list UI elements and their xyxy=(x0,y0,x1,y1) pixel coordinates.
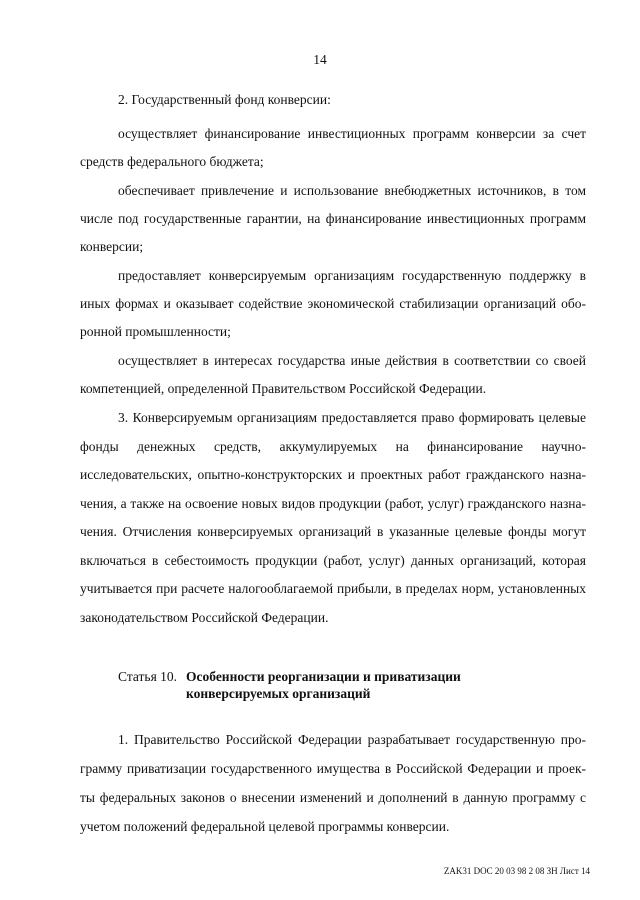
paragraph-line: конверсии; xyxy=(80,239,144,254)
article-title-line: конверсируемых организаций xyxy=(186,686,371,701)
paragraph-line: обеспечивает привлечение и использование внебюджетных источников, в том xyxy=(118,183,586,198)
paragraph-line: чения, а также на освоение новых видов продукции (работ, услуг) гражданского назна- xyxy=(80,496,586,511)
section-2-heading: 2. Государственный фонд конверсии: xyxy=(118,92,331,107)
article-label: Статья 10. xyxy=(118,669,178,684)
paragraph-line: исследовательских, опытно-конструкторских и проектных работ гражданского назна- xyxy=(80,467,586,482)
paragraph-line: фонды денежных средств, аккумулируемых на финансирование научно- xyxy=(80,439,586,454)
paragraph-line: чения. Отчисления конверсируемых организаций в указанные целевые фонды могут xyxy=(80,524,586,539)
paragraph-line: осуществляет в интересах государства иные действия в соответствии со своей xyxy=(118,353,586,368)
paragraph-line: 3. Конверсируемым организациям предоставляется право формировать целевые xyxy=(118,410,586,425)
paragraph-line: осуществляет финансирование инвестиционных программ конверсии за счет xyxy=(118,126,586,141)
paragraph-line: компетенцией, определенной Правительством Российской Федерации. xyxy=(80,381,487,396)
paragraph-line: учетом положений федеральной целевой программы конверсии. xyxy=(80,819,450,834)
paragraph-line: ронной промышленности; xyxy=(80,324,231,339)
paragraph-line: учитывается при расчете налогооблагаемой прибыли, в пределах норм, установленных xyxy=(80,581,586,596)
paragraph-line: иных формах и оказывает содействие экономической стабилизации организаций обо- xyxy=(80,296,586,311)
paragraph-line: ты федеральных законов о внесении изменений и дополнений в данную программу с xyxy=(80,790,586,805)
paragraph-line: законодательством Российской Федерации. xyxy=(80,610,329,625)
page-number: 14 xyxy=(313,52,327,67)
paragraph-line: предоставляет конверсируемым организациям государственную поддержку в xyxy=(118,268,586,283)
paragraph-line: числе под государственные гарантии, на финансирование инвестиционных программ xyxy=(80,211,586,226)
paragraph-line: грамму приватизации государственного имущества в Российской Федерации и проек- xyxy=(80,761,586,776)
paragraph-line: включаться в себестоимость продукции (работ, услуг) данных организаций, которая xyxy=(80,553,586,568)
paragraph-line: 1. Правительство Российской Федерации разрабатывает государственную про- xyxy=(118,732,586,747)
paragraph-line: средств федерального бюджета; xyxy=(80,154,264,169)
document-footer: ZAK31 DOC 20 03 98 2 08 ЗН Лист 14 xyxy=(443,866,590,876)
article-title-line: Особенности реорганизации и приватизации xyxy=(186,669,461,684)
